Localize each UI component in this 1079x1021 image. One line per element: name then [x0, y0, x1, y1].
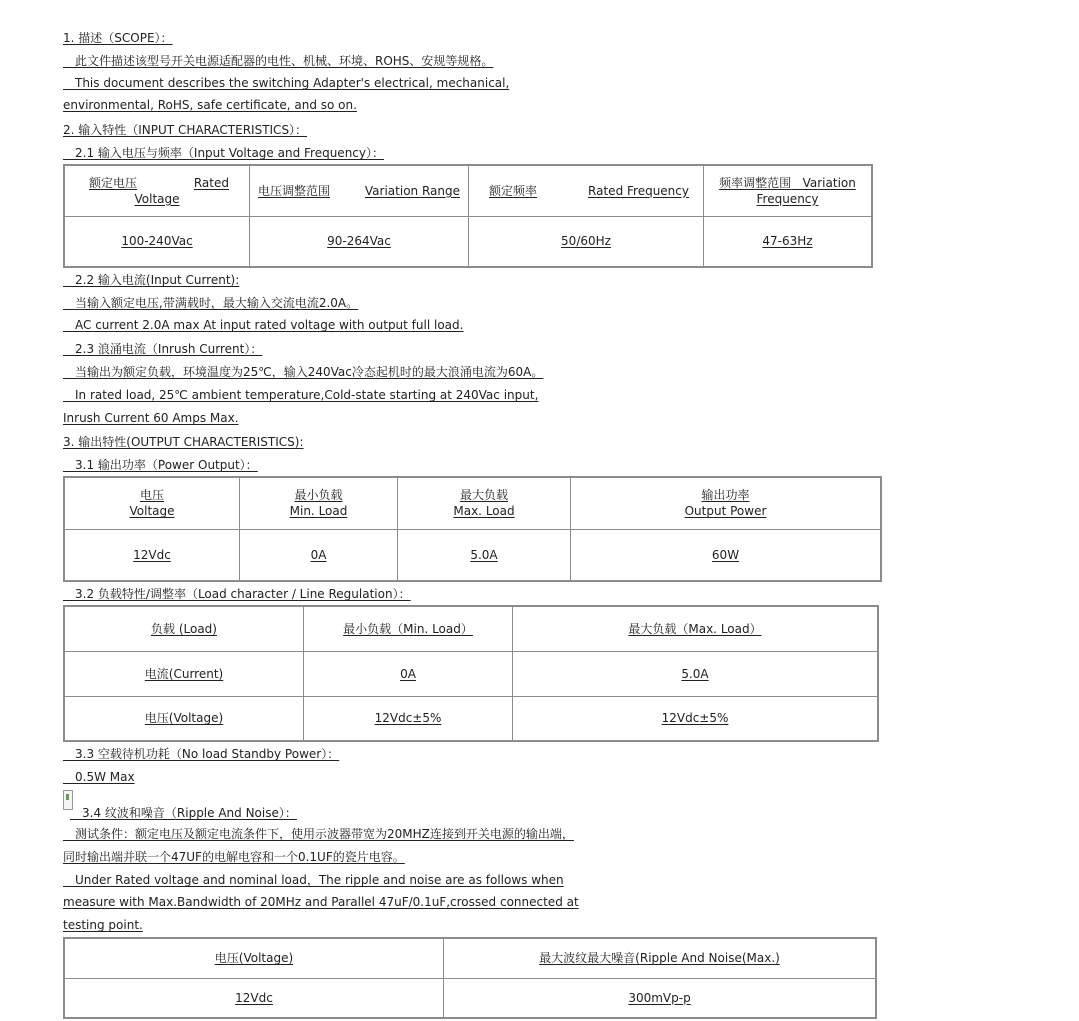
- ripple-noise-value: 300mVp-p: [444, 978, 877, 1018]
- variation-frequency-value: 47-63Hz: [704, 216, 873, 267]
- header-cn: 频率调整范围: [719, 175, 792, 190]
- load-header: 负载 (Load): [64, 606, 304, 651]
- table-header-row: [64, 606, 878, 651]
- ripple-cn-2: 同时输出端并联一个47UF的电解电容和一个0.1UF的瓷片电容。: [63, 850, 405, 864]
- input-current-cn: 当输入额定电压,带满载时，最大输入交流电流2.0A。: [63, 296, 359, 310]
- table-row: [64, 696, 878, 741]
- voltage-max-value: 12Vdc±5%: [513, 696, 879, 741]
- ripple-en-1: Under Rated voltage and nominal load，The ripple and noise are as follows when: [63, 873, 564, 887]
- voltage-header: 电压(Voltage): [64, 938, 444, 978]
- header-en: Rated Frequency: [588, 183, 689, 198]
- header-en: Variation Range: [364, 183, 460, 198]
- section-1-title: 1. 描述（SCOPE）：: [63, 31, 173, 45]
- header-cn: 额定频率: [489, 183, 538, 198]
- table-row: [64, 978, 876, 1018]
- header-cn: 输出功率: [701, 488, 750, 503]
- output-power-header: [571, 477, 882, 529]
- table-header-row: [64, 477, 881, 529]
- header-cn: 最小负载: [294, 488, 343, 503]
- header-en: Variation: [802, 175, 856, 190]
- ripple-noise-table: [63, 937, 877, 1019]
- current-label: 电流(Current): [64, 651, 304, 696]
- inrush-en-1: In rated load, 25℃ ambient temperature,Cold-state starting at 240Vac input,: [63, 388, 539, 402]
- variation-range-header: [250, 165, 469, 216]
- voltage-value: 12Vdc: [64, 978, 444, 1018]
- voltage-header: [64, 477, 240, 529]
- inrush-en-2: Inrush Current 60 Amps Max.: [63, 411, 239, 425]
- inrush-cn: 当输出为额定负载，环境温度为25℃，输入240Vac冷态起机时的最大浪涌电流为60A。: [63, 365, 544, 379]
- current-max-value: 5.0A: [513, 651, 879, 696]
- header-cn: 电压: [139, 488, 164, 503]
- table-row: [64, 216, 872, 267]
- standby-power-value: 0.5W Max: [63, 770, 135, 784]
- header-en: Max. Load: [453, 504, 515, 519]
- table-header-row: [64, 938, 876, 978]
- rated-voltage-value: 100-240Vac: [64, 216, 250, 267]
- ripple-noise-header: 最大波纹最大噪音(Ripple And Noise(Max.): [444, 938, 877, 978]
- section-3-1-title: 3.1 输出功率（Power Output）：: [63, 458, 258, 472]
- header-en-2: Frequency: [756, 191, 819, 206]
- variation-range-value: 90-264Vac: [250, 216, 469, 267]
- rated-frequency-header: [469, 165, 704, 216]
- power-output-table: [63, 476, 882, 582]
- header-cn: 额定电压: [89, 175, 138, 190]
- header-en: Output Power: [684, 504, 767, 519]
- current-min-value: 0A: [304, 651, 513, 696]
- voltage-min-value: 12Vdc±5%: [304, 696, 513, 741]
- table-row: [64, 529, 881, 581]
- variation-frequency-header: [704, 165, 873, 216]
- table-header-row: [64, 165, 872, 216]
- header-cn: 电压调整范围: [258, 183, 331, 198]
- table-row: [64, 651, 878, 696]
- rated-frequency-value: 50/60Hz: [469, 216, 704, 267]
- min-load-value: 0A: [240, 529, 398, 581]
- min-load-header: [240, 477, 398, 529]
- section-2-title: 2. 输入特性（INPUT CHARACTERISTICS）：: [63, 123, 308, 137]
- section-3-2-title: 3.2 负载特性/调整率（Load character / Line Regulation）：: [63, 587, 411, 601]
- input-voltage-table: [63, 164, 873, 268]
- header-en-2: Voltage: [134, 191, 180, 206]
- section-2-2-title: 2.2 输入电流(Input Current):: [63, 273, 240, 287]
- header-en: Voltage: [129, 504, 175, 519]
- max-load-header: [398, 477, 571, 529]
- section-3-4-title: 3.4 纹波和噪音（Ripple And Noise）：: [70, 806, 297, 820]
- input-current-en: AC current 2.0A max At input rated voltage with output full load.: [63, 318, 464, 332]
- scope-en-1: This document describes the switching Adapter's electrical, mechanical,: [63, 76, 510, 90]
- load-regulation-table: [63, 605, 879, 742]
- header-cn: 最大负载: [459, 488, 508, 503]
- section-3-3-title: 3.3 空载待机功耗（No load Standby Power）：: [63, 747, 340, 761]
- scope-en-2: environmental, RoHS, safe certificate, and so on.: [63, 98, 357, 112]
- ripple-cn-1: 测试条件：额定电压及额定电流条件下，使用示波器带宽为20MHZ连接到开关电源的输出端，: [63, 827, 574, 841]
- header-en: Rated: [193, 175, 229, 190]
- ripple-en-3: testing point.: [63, 918, 143, 932]
- max-load-header: 最大负载（Max. Load）: [513, 606, 879, 651]
- section-2-1-title: 2.1 输入电压与频率（Input Voltage and Frequency）：: [63, 146, 384, 160]
- scope-cn: 此文件描述该型号开关电源适配器的电性、机械、环境、ROHS、安规等规格。: [63, 54, 494, 68]
- header-en: Min. Load: [289, 504, 348, 519]
- section-3-title: 3. 输出特性(OUTPUT CHARACTERISTICS):: [63, 435, 304, 449]
- voltage-value: 12Vdc: [64, 529, 240, 581]
- rated-voltage-header: [64, 165, 250, 216]
- voltage-label: 电压(Voltage): [64, 696, 304, 741]
- ripple-en-2: measure with Max.Bandwidth of 20MHz and Parallel 47uF/0.1uF,crossed connected at: [63, 895, 579, 909]
- max-load-value: 5.0A: [398, 529, 571, 581]
- min-load-header: 最小负载（Min. Load）: [304, 606, 513, 651]
- section-2-3-title: 2.3 浪涌电流（Inrush Current）：: [63, 342, 263, 356]
- output-power-value: 60W: [571, 529, 882, 581]
